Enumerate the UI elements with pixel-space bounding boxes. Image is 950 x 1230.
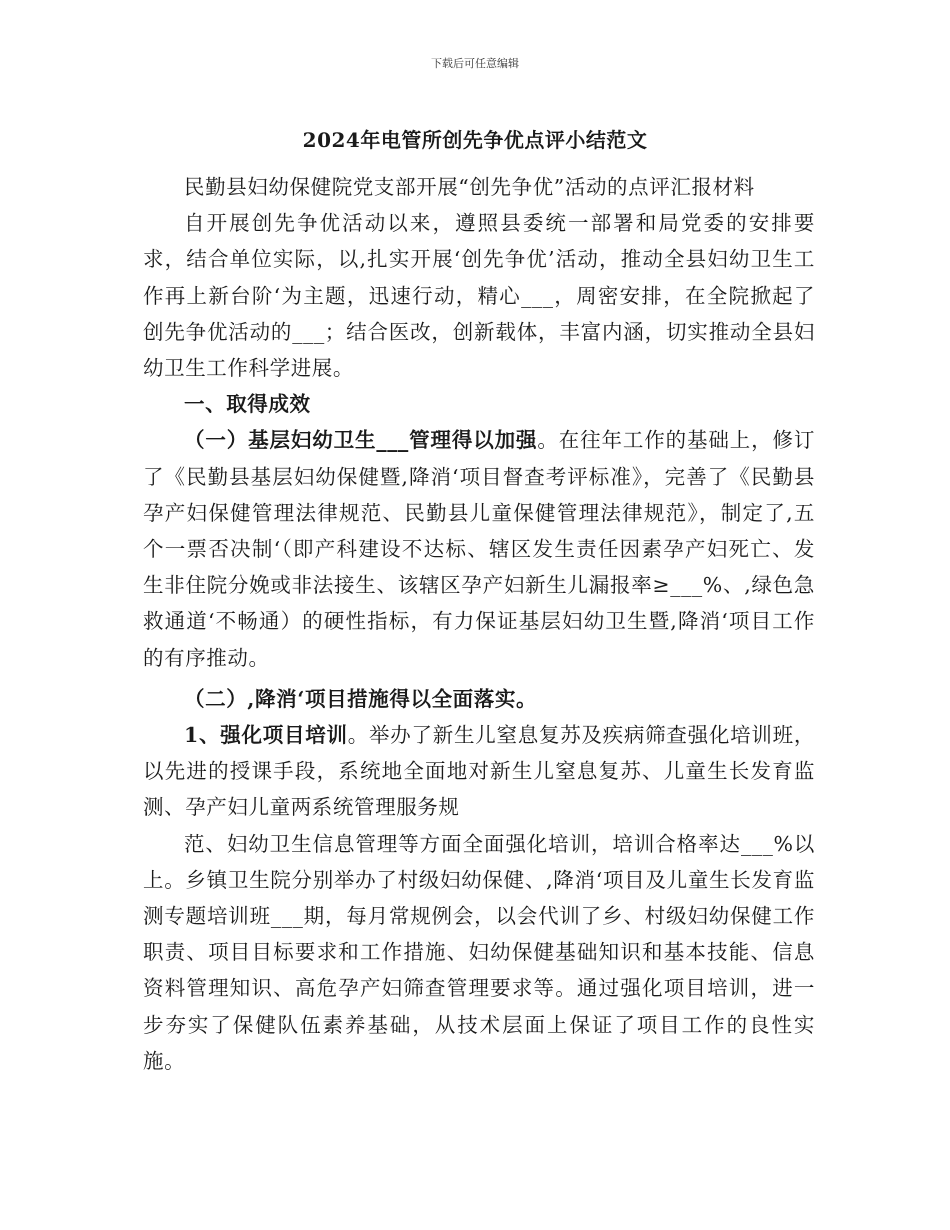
document-title: 2024年电管所创先争优点评小结范文 — [302, 128, 648, 152]
subsection-1-text: 。在往年工作的基础上，修订了《民勤县基层妇幼保健暨,降消‘项目督查考评标准》，完善了《民勤县孕产妇保健管理法律规范、民勤县儿童保健管理法律规范》，制定了,五个一票否决制‘（即产科建设不达标、辖区发生责任因素孕产妇死亡、发生非住院分娩或非法接生、该辖区孕产妇新生儿漏报率≥___%、,绿色急救通道‘不畅通）的硬性指标，有力保证基层妇幼卫生暨,降消‘项目工作的有序推动。 — [143, 428, 815, 670]
item-1-text: 。举办了新生儿窒息复苏及疾病筛查强化培训班，以先进的授课手段，系统地全面地对新生儿窒息复苏、儿童生长发育监测、孕产妇儿童两系统管理服务规 — [143, 723, 815, 820]
document-body — [143, 169, 815, 1079]
section-heading-achievements: 一、取得成效 — [184, 392, 311, 417]
header-note: 下载后可任意编辑 — [431, 57, 519, 70]
item-1-heading: 1、强化项目培训 — [184, 723, 348, 748]
continuation-paragraph: 范、妇幼卫生信息管理等方面全面强化培训，培训合格率达___%以上。乡镇卫生院分别举办了村级妇幼保健、,降消‘项目及儿童生长发育监测专题培训班___期，每月常规例会，以会代训了乡、村级妇幼保健工作职责、项目目标要求和工作措施、妇幼保健基础知识和基本技能、信息资料管理知识、高危孕产妇筛查管理要求等。通过强化项目培训，进一步夯实了保健队伍素养基础，从技术层面上保证了项目工作的良性实施。 — [143, 831, 815, 1073]
subsection-1-heading: （一）基层妇幼卫生___管理得以加强 — [184, 428, 538, 453]
intro-paragraph: 自开展创先争优活动以来，遵照县委统一部署和局党委的安排要求，结合单位实际，以,扎实开展‘创先争优’活动，推动全县妇幼卫生工作再上新台阶‘为主题，迅速行动，精心___，周密安排，在全院掀起了创先争优活动的___；结合医改，创新载体，丰富内涵，切实推动全县妇幼卫生工作科学进展。 — [143, 211, 815, 381]
item-1-paragraph — [143, 717, 815, 826]
subsection-2-heading: （二）,降消‘项目措施得以全面落实。 — [184, 686, 538, 711]
subsection-1-paragraph — [143, 422, 815, 675]
subtitle-paragraph: 民勤县妇幼保健院党支部开展“创先争优”活动的点评汇报材料 — [184, 175, 755, 199]
